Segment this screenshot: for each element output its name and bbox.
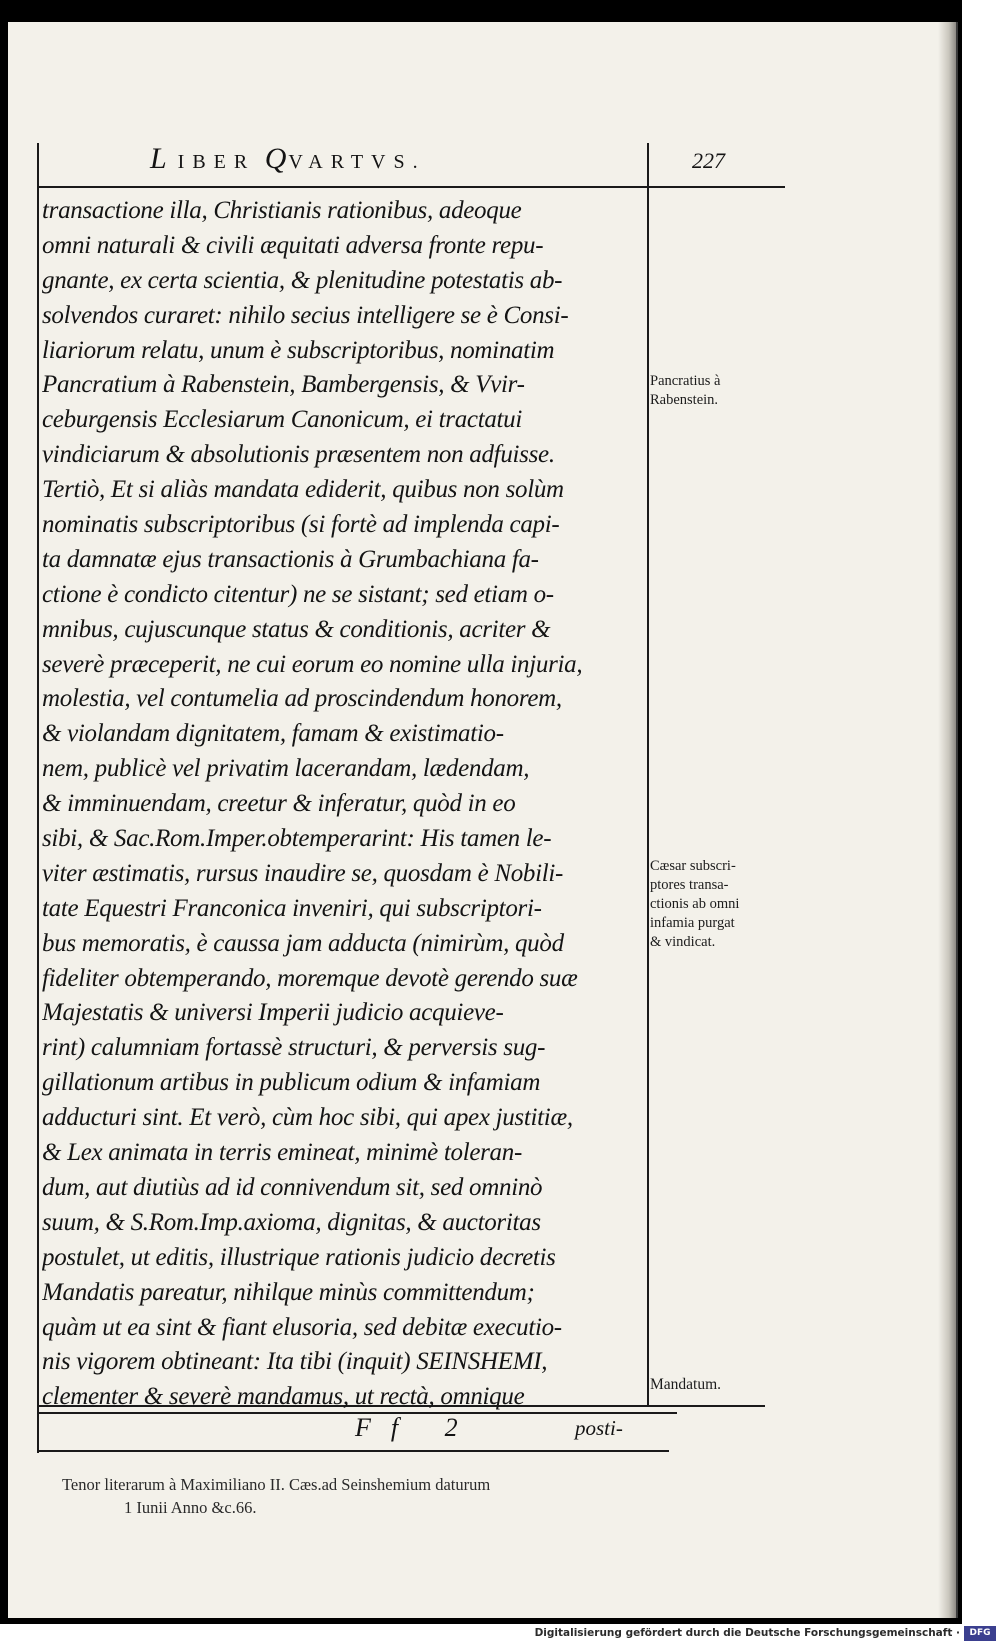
text-line: bus memoratis, è caussa jam adducta (nimirùm, quòd (42, 929, 564, 957)
text-line: transactione illa, Christianis rationibus, adeoque (42, 197, 522, 224)
text-line: ta damnatæ ejus transactionis à Grumbachiana fa- (42, 545, 539, 573)
text-line: Pancratium à Rabenstein, Bambergensis, & Vvir- (42, 371, 525, 399)
text-line: solvendos curaret: nihilo secius intelligere se è Consi- (42, 301, 569, 329)
text-line: & Lex animata in terris emineat, minimè toleran- (42, 1139, 522, 1167)
catchword: posti- (575, 1416, 623, 1440)
dfg-logo-icon: DFG (964, 1626, 996, 1641)
text-line: Mandatis pareatur, nihilque minùs committendum; (42, 1278, 535, 1306)
text-line: fideliter obtemperando, moremque devotè gerendo suæ (42, 964, 578, 992)
handwritten-note-line-1: Tenor literarum à Maximiliano II. Cæs.ad Seinshemium daturum (62, 1475, 491, 1494)
text-line: mnibus, cujuscunque status & conditionis, acriter & (42, 615, 551, 643)
text-line: adducturi sint. Et verò, cùm hoc sibi, qui apex justitiæ, (42, 1104, 573, 1132)
text-line: tate Equestri Franconica inveniri, qui subscriptori- (42, 894, 542, 922)
running-head-initial-q: Q (264, 142, 289, 175)
frame-rule-margin (647, 143, 649, 1407)
handwritten-note (62, 1450, 490, 1542)
text-line: ctione è condicto citentur) ne se sistant; sed etiam o- (42, 580, 554, 608)
margin-note-rabenstein: Pancratius à Rabenstein. (650, 373, 721, 408)
text-line: molestia, vel contumelia ad proscindendum honorem, (42, 685, 562, 713)
page-edge-shadow (938, 22, 956, 1618)
page-number: 227 (692, 148, 725, 173)
text-line: vindiciarum & absolutionis præsentem non adfuisse. (42, 441, 555, 469)
running-head-word-1: IBER (177, 151, 256, 173)
running-head-initial-l: L (150, 142, 169, 175)
text-line: nominatis subscriptoribus (si fortè ad implenda capi- (42, 511, 560, 539)
funding-credit: Digitalisierung gefördert durch die Deutsche Forschungsgemeinschaft · (534, 1627, 960, 1639)
text-line: nis vigorem obtineant: Ita tibi (inquit) SEINSHEMI, (42, 1348, 548, 1376)
text-line: ceburgensis Ecclesiarum Canonicum, ei tractatui (42, 406, 523, 434)
text-line: severè præceperit, ne cui eorum eo nomine ulla injuria, (42, 650, 583, 678)
text-line: gillationum artibus in publicum odium & infamiam (42, 1069, 541, 1097)
running-head (150, 142, 426, 176)
text-line: Tertiò, Et si aliàs mandata ediderit, quibus non solùm (42, 476, 564, 504)
text-line: suum, & S.Rom.Imp.axioma, dignitas, & auctoritas (42, 1208, 541, 1236)
margin-note-caesar: Cæsar subscri- ptores transa- ctionis ab omni infamia purgat & vindicat. (650, 858, 740, 950)
digitization-footer (0, 1624, 1000, 1644)
text-line: Majestatis & universi Imperii judicio acquieve- (42, 999, 504, 1027)
text-line: nem, publicè vel privatim lacerandam, lædendam, (42, 755, 530, 783)
text-line: dum, aut diutiùs ad id connivendum sit, sed omninò (42, 1173, 543, 1201)
text-line: & violandam dignitatem, famam & existimatio- (42, 720, 504, 748)
text-line: omni naturali & civili æquitati adversa fronte repu- (42, 231, 544, 259)
text-line: liariorum relatu, unum è subscriptoribus, nominatim (42, 336, 555, 364)
frame-rule-left (37, 143, 39, 1453)
handwritten-note-line-2: 1 Iunii Anno &c.66. (124, 1498, 257, 1517)
text-line: gnante, ex certa scientia, & plenitudine potestatis ab- (42, 266, 563, 294)
body-text-column (42, 194, 642, 1415)
margin-note-mandatum: Mandatum. (650, 1376, 722, 1393)
text-line: & imminuendam, creetur & inferatur, quòd in eo (42, 790, 516, 818)
text-line: clementer & severè mandamus, ut rectà, omnique (42, 1383, 525, 1411)
text-line: quàm ut ea sint & fiant elusoria, sed debitæ executio- (42, 1313, 562, 1341)
signature-mark: Ff 2 (355, 1413, 478, 1442)
text-line: viter æstimatis, rursus inaudire se, quosdam è Nobili- (42, 859, 564, 887)
text-line: rint) calumniam fortassè structuri, & perversis sug- (42, 1034, 546, 1062)
text-line: postulet, ut editis, illustrique rationis judicio decretis (42, 1243, 556, 1271)
text-line: sibi, & Sac.Rom.Imper.obtemperarint: His tamen le- (42, 825, 552, 853)
running-head-word-2: VARTVS. (288, 151, 426, 173)
frame-rule-top (37, 186, 785, 188)
